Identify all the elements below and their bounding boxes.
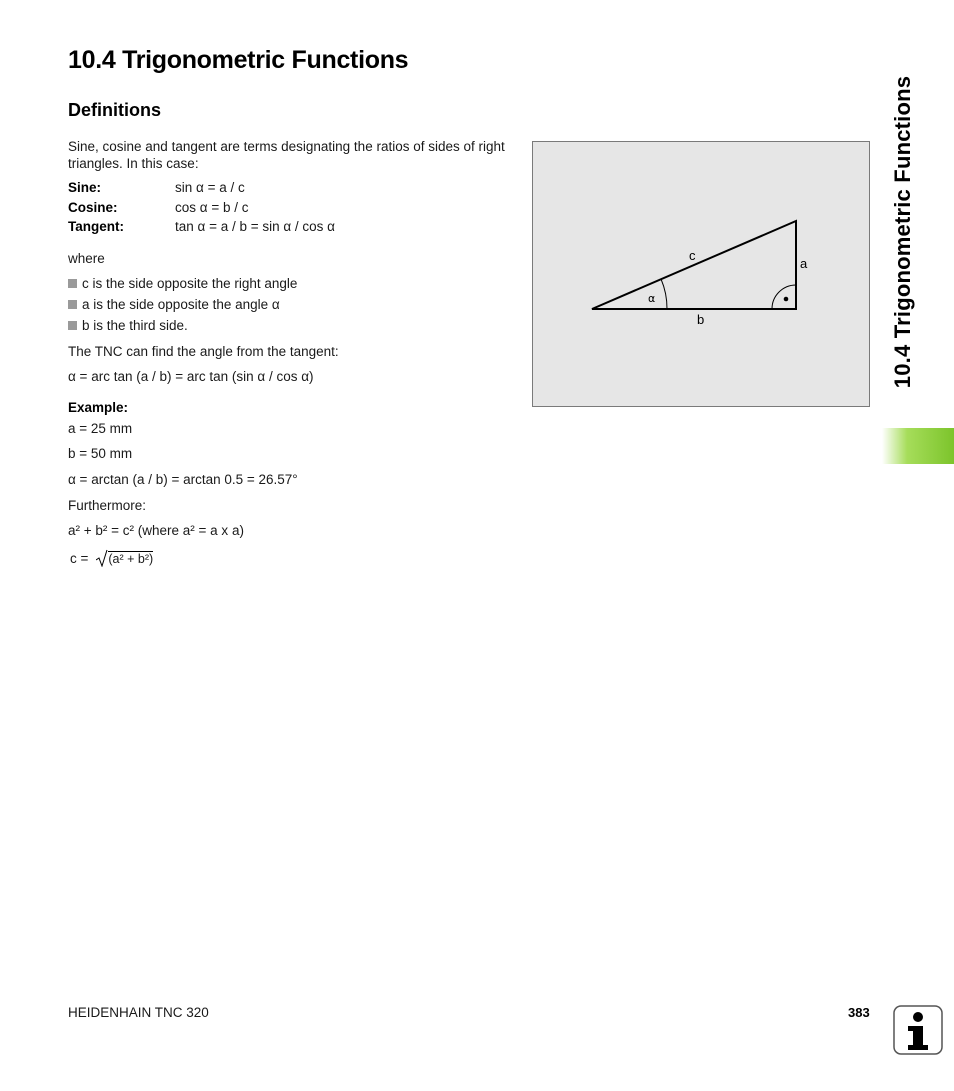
example-line-b: b = 50 mm <box>68 446 133 461</box>
intro-paragraph: Sine, cosine and tangent are terms designating the ratios of sides of right triangles. In this case: <box>68 139 505 171</box>
list-item <box>68 317 188 334</box>
definition-value-tangent: tan α = a / b = sin α / cos α <box>175 219 335 234</box>
sqrt-lhs: c = <box>70 551 89 566</box>
label-a: a <box>800 256 808 271</box>
alpha-angle-arc <box>661 279 667 309</box>
page-title: 10.4 Trigonometric Functions <box>68 46 409 74</box>
pythagoras-formula: a² + b² = c² (where a² = a x a) <box>68 523 244 538</box>
list-item-text: b is the third side. <box>82 318 188 333</box>
side-chapter-title <box>873 62 933 402</box>
footer-product: HEIDENHAIN TNC 320 <box>68 1005 209 1020</box>
definition-value-cosine: cos α = b / c <box>175 200 249 215</box>
triangle-shape <box>592 221 796 309</box>
example-line-a: a = 25 mm <box>68 421 133 436</box>
bullet-square-icon <box>68 300 77 309</box>
definition-label-sine: Sine: <box>68 180 102 195</box>
section-heading: Definitions <box>68 100 161 120</box>
list-item-text: c is the side opposite the right angle <box>82 276 298 291</box>
example-line-alpha: α = arctan (a / b) = arctan 0.5 = 26.57° <box>68 472 298 487</box>
right-angle-dot <box>784 297 789 302</box>
formula-alpha: α = arc tan (a / b) = arc tan (sin α / cos α) <box>68 369 314 384</box>
definition-value-sine: sin α = a / c <box>175 180 245 195</box>
page-number: 383 <box>848 1005 870 1020</box>
right-triangle-diagram <box>533 142 869 406</box>
sqrt-radicand: (a² + b²) <box>108 552 154 566</box>
label-c: c <box>689 248 696 263</box>
furthermore-text: Furthermore: <box>68 498 147 513</box>
label-b: b <box>697 312 705 327</box>
square-root-icon <box>96 549 108 567</box>
right-angle-arc <box>772 285 796 309</box>
definition-label-cosine: Cosine: <box>68 200 118 215</box>
list-item <box>68 296 280 313</box>
chapter-tab-marker <box>882 428 954 464</box>
side-chapter-title-text: 10.4 Trigonometric Functions <box>890 75 915 389</box>
bullet-square-icon <box>68 321 77 330</box>
label-alpha: α <box>648 292 656 305</box>
info-icon <box>893 1005 943 1055</box>
tangent-note: The TNC can find the angle from the tangent: <box>68 344 339 359</box>
definition-label-tangent: Tangent: <box>68 219 124 234</box>
list-item <box>68 275 297 292</box>
sqrt-formula <box>70 549 153 568</box>
list-item-text: a is the side opposite the angle α <box>82 297 280 312</box>
bullet-square-icon <box>68 279 77 288</box>
where-text: where <box>68 251 105 266</box>
example-heading: Example: <box>68 400 129 415</box>
triangle-figure <box>532 141 870 407</box>
